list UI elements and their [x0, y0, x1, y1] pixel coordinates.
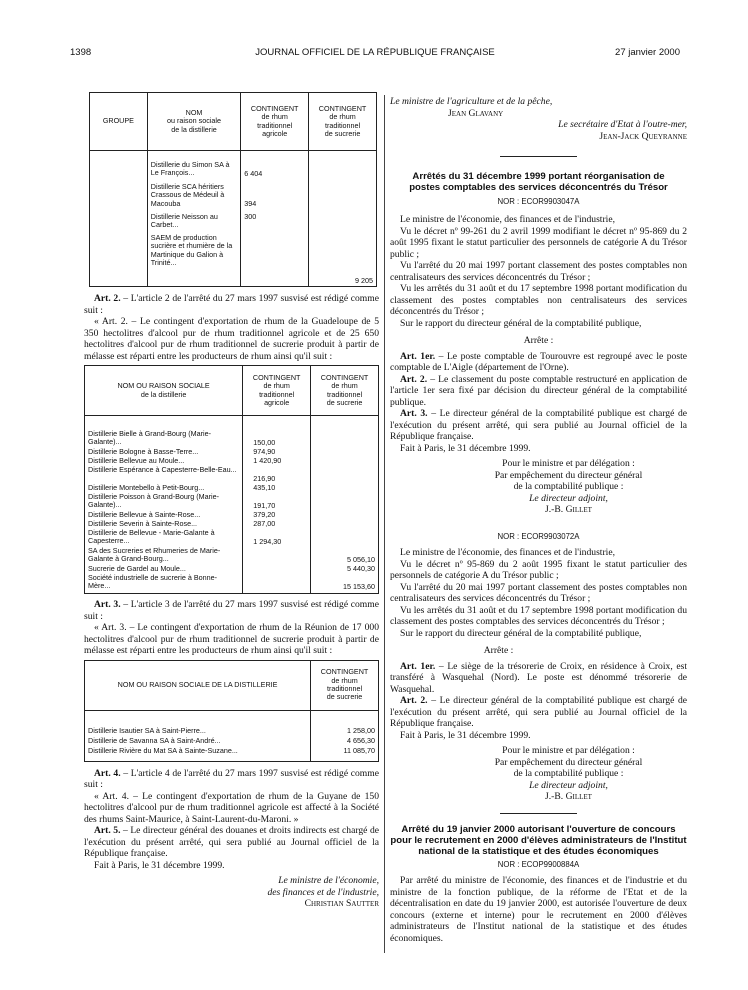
row-value: 300 — [244, 212, 257, 221]
table-cell — [241, 151, 309, 287]
row-name: Distillerie de Savanna SA à Saint-André... — [88, 735, 221, 745]
article-label: Art. 2. — [400, 373, 428, 385]
table-cell — [243, 416, 311, 594]
row-value: 287,00 — [253, 519, 276, 528]
nor-reference: NOR : ECOR9903047A — [497, 197, 580, 207]
table-reunion — [84, 660, 379, 762]
article-text: – L'article 3 de l'arrêté du 27 mars 1997 susvisé est rédigé comme suit : — [84, 599, 379, 622]
signature-date: Fait à Paris, le 31 décembre 1999. — [94, 859, 225, 871]
article-text: – Le classement du poste comptable restructuré en application de l'article 1er sera fixé par décision du directeur général de la comptabilité publique. — [390, 373, 687, 408]
section-title: Arrêté du 19 janvier 2000 autorisant l'ouverture de concours pour le recrutement en 2000 d'élèves administrateurs de l'Institut national de la statistique et des études économiques — [390, 823, 687, 857]
table-header: NOM OU RAISON SOCIALE DE LA DISTILLERIE — [85, 660, 311, 710]
article-quote: « Art. 2. – Le contingent d'exportation de rhum de la Guadeloupe de 5 350 hectolitres d'alcool pur de rhum traditionnel agricole et de 25 650 hectolitres d'alcool pur de rhum traditionnel de sucrerie produit à partir de mélasse est réparti entre les producteurs de rhum ainsi qu'il suit : — [84, 316, 379, 362]
table-header: CONTINGENT de rhum traditionnel de sucrerie — [309, 93, 377, 151]
table-header: CONTINGENT de rhum traditionnel agricole — [241, 93, 309, 151]
table-cell — [90, 151, 148, 287]
article-text: – Le directeur général des douanes et droits indirects est chargé de l'exécution du présent arrêté, qui sera publié au Journal officiel de la République française. — [84, 825, 379, 859]
signature-name: J.-B. Gillet — [545, 791, 592, 803]
signature-line: Pour le ministre et par délégation : — [502, 458, 635, 470]
row-name: SAEM de production sucrière et rhumière de la Martinique du Galion à Trinité... — [150, 233, 233, 267]
table-cell — [85, 416, 243, 594]
paragraph: Le ministre de l'économie, des finances et de l'industrie, — [400, 214, 615, 226]
table-header: CONTINGENT de rhum traditionnel agricole — [243, 366, 311, 416]
article-text: – Le directeur général de la comptabilité publique est chargé de l'exécution du présent arrêté, qui sera publié au Journal officiel de la République française. — [390, 695, 688, 730]
row-value: 394 — [244, 199, 257, 208]
signature-line: de la comptabilité publique : — [513, 481, 624, 493]
row-value: 15 153,60 — [343, 582, 375, 591]
signature-line: Par empêchement du directeur général — [494, 756, 643, 768]
signature-date: Fait à Paris, le 31 décembre 1999. — [400, 442, 531, 454]
signature-line: Le directeur adjoint, — [529, 492, 608, 504]
row-value: 974,90 — [253, 447, 276, 456]
signature-line: Le directeur adjoint, — [529, 779, 608, 791]
signature-title: Le ministre de l'agriculture et de la pêche, — [390, 96, 553, 107]
signature-name: Jean-Jack Queyranne — [599, 130, 687, 142]
paragraph: Vu l'arrêté du 20 mai 1997 portant classement des postes comptables non centralisateurs des services déconcentrés du Trésor ; — [390, 260, 687, 283]
article-quote: « Art. 3. – Le contingent d'exportation de rhum de la Réunion de 17 000 hectolitres d'alcool pur de rhum traditionnel de sucrerie produit à partir de mélasse est réparti entre les producteurs de rhum ainsi qu'il suit : — [84, 622, 379, 656]
row-value: 9 205 — [355, 275, 373, 285]
table-header: CONTINGENT de rhum traditionnel de sucrerie — [311, 366, 379, 416]
table-cell — [147, 151, 240, 287]
table-cell — [85, 710, 311, 761]
paragraph: Par arrêté du ministre de l'économie, des finances et de l'industrie et du ministre de la fonction publique, de la réforme de l'Etat et de la décentralisation en date du 19 janvier 2000, est autorisée l'ouverture de deux concours (externe et interne) pour le recrutement en 2000 d'élèves administrateurs de l'Institut national de la statistique et des études économiques. — [390, 875, 687, 944]
paragraph: Vu les arrêtés du 31 août et du 17 septembre 1998 portant modification du classement des postes comptables non centralisateurs des services déconcentrés du Trésor ; — [390, 283, 687, 318]
paragraph: Vu le décret nº 99-261 du 2 avril 1999 modifiant le décret nº 95-869 du 2 août 1995 fixant le statut particulier des personnels de catégorie A du Trésor public ; — [390, 225, 687, 260]
row-name: Distillerie Poisson à Grand-Bourg (Marie-Galante)... — [88, 492, 220, 510]
paragraph: Le ministre de l'économie, des finances et de l'industrie, — [400, 547, 615, 559]
section-rule — [500, 813, 577, 814]
row-value: 1 420,90 — [253, 456, 282, 465]
arrete-heading: Arrête : — [483, 645, 514, 657]
signature-name: Christian Sautter — [304, 898, 379, 909]
article-label: Art. 3. — [400, 408, 428, 420]
page-number: 1398 — [70, 47, 92, 58]
nor-reference: NOR : ECOR9903072A — [497, 531, 580, 541]
issue-date: 27 janvier 2000 — [615, 47, 680, 58]
paragraph: Vu les arrêtés du 31 août et du 17 septembre 1998 portant modification du classement des postes comptables des services déconcentrés du Trésor ; — [390, 604, 687, 628]
article-label: Art. 2. — [94, 293, 121, 304]
row-name: Distillerie de Bellevue - Marie-Galante à Capesterre... — [88, 528, 215, 546]
row-value: 6 404 — [244, 169, 263, 178]
article-text: – L'article 4 de l'arrêté du 27 mars 1997 susvisé est rédigé comme suit : — [84, 767, 379, 790]
nor-reference: NOR : ECOP9900884A — [497, 859, 580, 869]
journal-title: JOURNAL OFFICIEL DE LA RÉPUBLIQUE FRANÇAISE — [255, 47, 495, 58]
row-name: Distillerie du Simon SA à Le François... — [150, 160, 230, 178]
table-guadeloupe — [84, 365, 379, 594]
row-value: 379,20 — [253, 510, 276, 519]
article-quote: « Art. 4. – Le contingent d'exportation de rhum de la Guyane de 150 hectolitres d'alcool pur de rhum traditionnel agricole est affecté à la Société des rhums Saint-Maurice, à Saint-Laurent-du-Maroni. » — [84, 790, 379, 825]
signature-date: Fait à Paris, le 31 décembre 1999. — [400, 729, 531, 741]
table-cell — [311, 710, 379, 761]
row-value: 191,70 — [253, 501, 276, 510]
row-value: 11 085,70 — [343, 745, 375, 755]
signature-title: Le secrétaire d'Etat à l'outre-mer, — [558, 119, 687, 130]
row-name: Distillerie Bellevue à Sainte-Rose... — [88, 510, 201, 519]
row-value: 216,90 — [253, 474, 276, 483]
table-cell — [309, 151, 377, 287]
row-name: Distillerie Severin à Sainte-Rose... — [88, 519, 198, 528]
row-name: SA des Sucreries et Rhumeries de Marie-Galante à Grand-Bourg... — [88, 546, 221, 564]
paragraph: Sur le rapport du directeur général de la comptabilité publique, — [400, 317, 642, 329]
article-label: Art. 3. — [94, 599, 121, 610]
row-name: Distillerie Montebello à Petit-Bourg... — [88, 483, 205, 492]
article-text: – Le siège de la trésorerie de Croix, en résidence à Croix, est transféré à Wasquehal (Nord). Le poste est dénommé trésorerie de Wasquehal. — [390, 660, 688, 695]
article-text: – L'article 2 de l'arrêté du 27 mars 1997 susvisé est rédigé comme suit : — [84, 293, 379, 316]
article-text: – Le poste comptable de Tourouvre est regroupé avec le poste comptable de L'Aigle (département de l'Orne). — [390, 350, 688, 374]
article-label: Art. 4. — [94, 767, 121, 779]
signature-name: Jean Glavany — [448, 107, 504, 119]
row-value: 4 656,30 — [347, 735, 375, 745]
table-header: GROUPE — [90, 93, 148, 151]
row-name: Distillerie Bielle à Grand-Bourg (Marie-Galante)... — [88, 429, 212, 447]
running-header — [70, 47, 680, 61]
row-name: Distillerie Isautier SA à Saint-Pierre... — [88, 725, 206, 735]
table-header: CONTINGENT de rhum traditionnel de sucrerie — [311, 660, 379, 710]
article-label: Art. 1er. — [400, 660, 436, 672]
row-name: Distillerie Bellevue au Moule... — [88, 456, 185, 465]
table-cell — [311, 416, 379, 594]
article-label: Art. 5. — [94, 825, 121, 836]
left-column — [84, 92, 379, 910]
paragraph: Vu l'arrêté du 20 mai 1997 portant classement des postes comptables non centralisateurs des services déconcentrés du Trésor ; — [390, 581, 687, 605]
row-name: Distillerie Rivière du Mat SA à Sainte-Suzane... — [88, 745, 238, 755]
signature-title: Le ministre de l'économie, — [278, 875, 379, 886]
signature-block — [390, 458, 687, 516]
right-column — [390, 96, 687, 944]
row-name: Sucrerie de Gardel au Moule... — [88, 564, 186, 573]
paragraph: Sur le rapport du directeur général de la comptabilité publique, — [400, 627, 642, 639]
column-divider — [384, 95, 385, 953]
signature-line: Pour le ministre et par délégation : — [502, 745, 635, 757]
signature-block — [390, 745, 687, 803]
table-martinique — [89, 92, 377, 287]
row-name: Société industrielle de sucrerie à Bonne-Mère... — [88, 573, 218, 591]
section-title: Arrêtés du 31 décembre 1999 portant réorganisation de postes comptables des services déconcentrés du Trésor — [409, 171, 668, 194]
row-value: 435,10 — [253, 483, 276, 492]
paragraph: Vu le décret nº 95-869 du 2 août 1995 fixant le statut particulier des personnels de catégorie A du Trésor public ; — [390, 558, 687, 582]
row-value: 5 056,10 — [347, 555, 375, 564]
row-name: Distillerie SCA héritiers Crassous de Médeuil à Macouba — [150, 182, 225, 208]
row-name: Distillerie Espérance à Capesterre-Belle-Eau... — [88, 465, 237, 474]
section-rule — [500, 156, 577, 157]
row-value: 150,00 — [253, 438, 276, 447]
signature-line: de la comptabilité publique : — [513, 768, 624, 780]
article-label: Art. 1er. — [400, 350, 436, 362]
table-header: NOM ou raison sociale de la distillerie — [147, 93, 240, 151]
signature-name: J.-B. Gillet — [545, 504, 592, 516]
row-name: Distillerie Bologne à Basse-Terre... — [88, 447, 199, 456]
table-header: NOM OU RAISON SOCIALE de la distillerie — [85, 366, 243, 416]
arrete-heading: Arrête : — [523, 335, 554, 347]
article-label: Art. 2. — [400, 695, 428, 707]
signature-title: des finances et de l'industrie, — [267, 886, 379, 898]
signature-line: Par empêchement du directeur général — [494, 469, 643, 481]
row-value: 1 294,30 — [253, 537, 282, 546]
row-value: 1 258,00 — [347, 725, 375, 735]
row-name: Distillerie Neisson au Carbet... — [150, 212, 218, 230]
article-text: – Le directeur général de la comptabilité publique est chargé de l'exécution du présent arrêté, qui sera publié au Journal officiel de la République française. — [390, 408, 688, 443]
row-value: 5 440,30 — [347, 564, 375, 573]
